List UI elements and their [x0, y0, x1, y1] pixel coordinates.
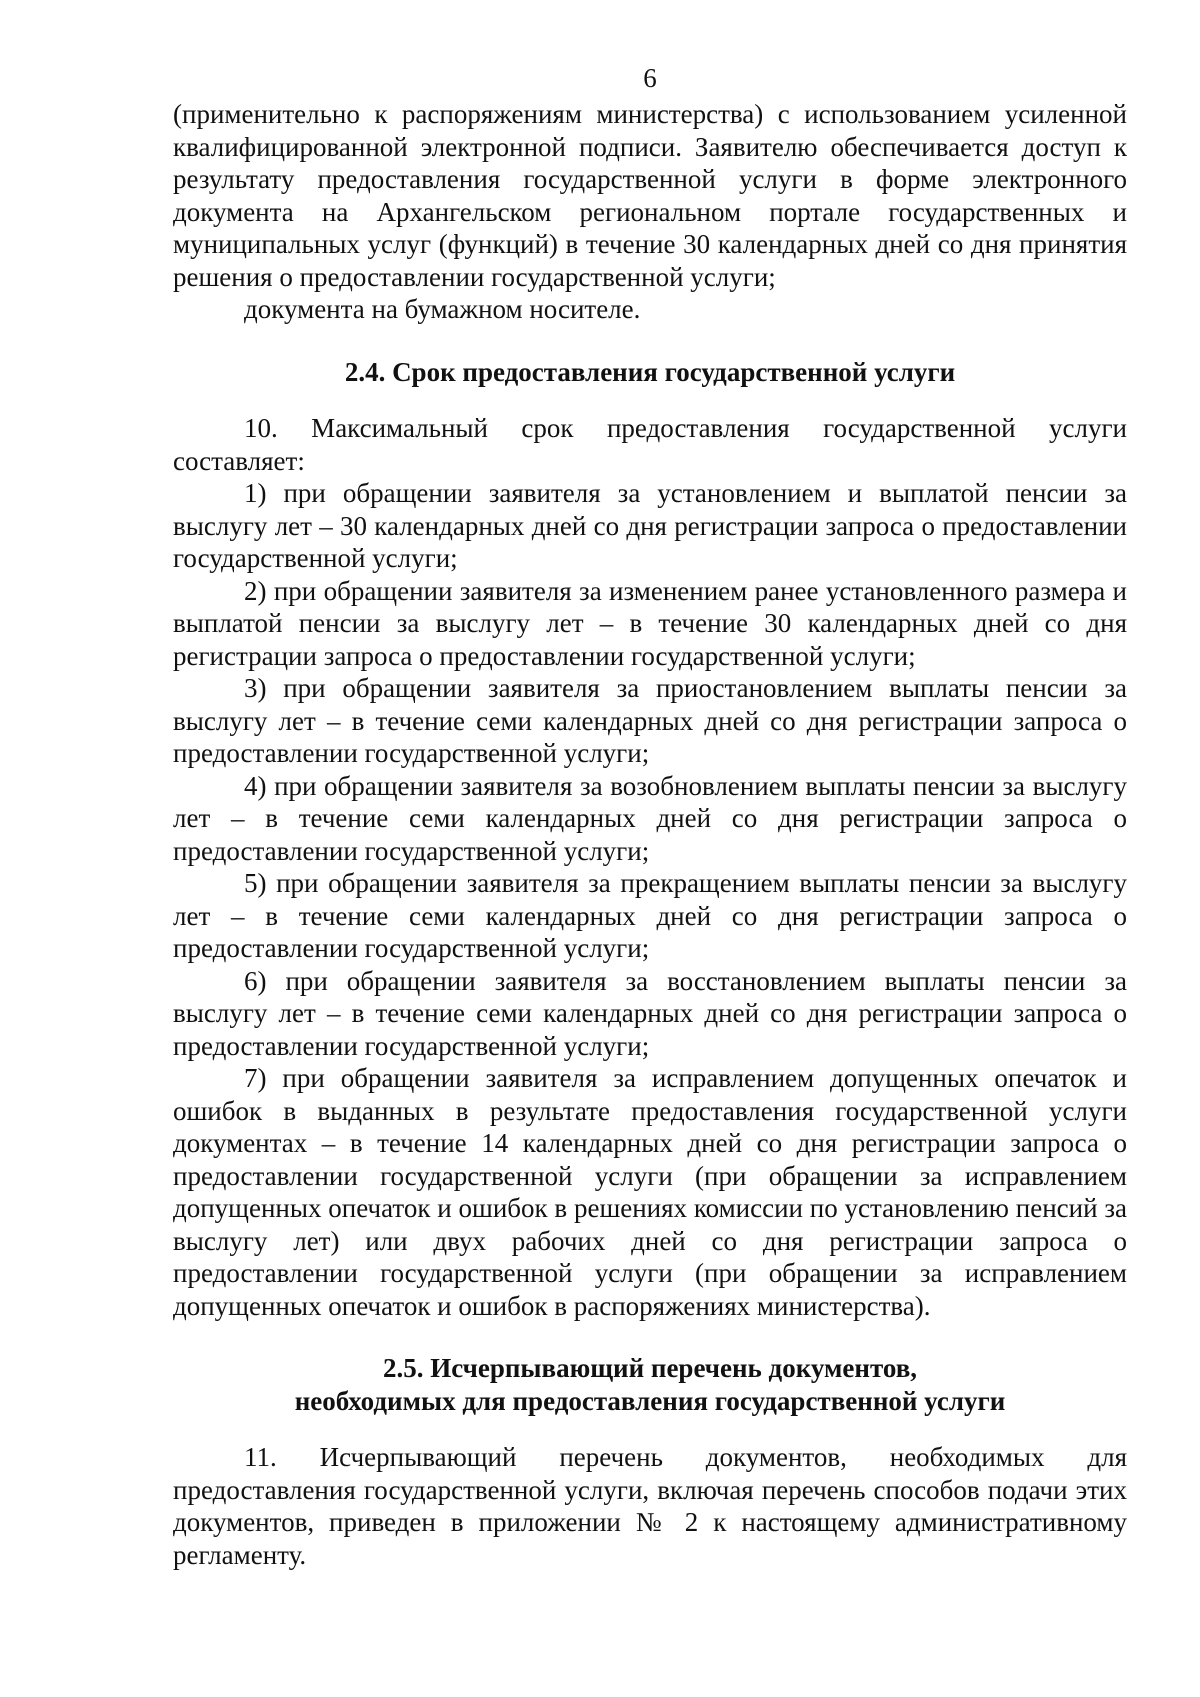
section-2-5-heading-line-1: 2.5. Исчерпывающий перечень документов,	[382, 1353, 918, 1383]
list-item: 2) при обращении заявителя за изменением ранее установленного размера и выплатой пенсии за выслугу лет – в течение 30 календарных дней со дня регистрации запроса о предоставлении государственной услуги;	[173, 575, 1127, 671]
list-item: 7) при обращении заявителя за исправлением допущенных опечаток и ошибок в выданных в результате предоставления государственной услуги документах – в течение 14 календарных дней со дня регистрации запроса о предоставлении государственной услуги (при обращении за исправлением допущенных опечаток и ошибок в решениях комиссии по установлению пенсий за выслугу лет) или двух рабочих дней со дня регистрации запроса о предоставлении государственной услуги (при обращении за исправлением допущенных опечаток и ошибок в распоряжениях министерства).	[173, 1063, 1127, 1321]
intro-continuation-paragraph: (применительно к распоряжениям министерства) с использованием усиленной квалифицированной электронной подписи. Заявителю обеспечивается доступ к результату предоставления государственной услуги в форме электронного документа на Архангельском региональном портале государственных и муниципальных услуг (функций) в течение 30 календарных дней со дня принятия решения о предоставлении государственной услуги;	[173, 99, 1127, 292]
list-item: 4) при обращении заявителя за возобновлением выплаты пенсии за выслугу лет – в течение семи календарных дней со дня регистрации запроса о предоставлении государственной услуги;	[173, 770, 1127, 866]
list-item: 5) при обращении заявителя за прекращением выплаты пенсии за выслугу лет – в течение семи календарных дней со дня регистрации запроса о предоставлении государственной услуги;	[173, 868, 1127, 963]
page-number: 6	[643, 63, 657, 93]
list-item: 6) при обращении заявителя за восстановлением выплаты пенсии за выслугу лет – в течение семи календарных дней со дня регистрации запроса о предоставлении государственной услуги;	[173, 965, 1127, 1061]
list-item: 3) при обращении заявителя за приостановлением выплаты пенсии за выслугу лет – в течение семи календарных дней со дня регистрации запроса о предоставлении государственной услуги;	[173, 673, 1127, 768]
paragraph-11: 11. Исчерпывающий перечень документов, необходимых для предоставления государственной услуги, включая перечень способов подачи этих документов, приведен в приложении № 2 к настоящему административному регламенту.	[173, 1442, 1127, 1570]
intro-paper-paragraph: документа на бумажном носителе.	[244, 294, 641, 324]
section-2-5-heading-line-2: необходимых для предоставления государственной услуги	[294, 1385, 1006, 1416]
paragraph-10: 10. Максимальный срок предоставления государственной услуги составляет:	[173, 413, 1127, 476]
document-page	[173, 62, 1127, 1571]
section-2-4-heading: 2.4. Срок предоставления государственной услуги	[344, 356, 956, 387]
list-item: 1) при обращении заявителя за установлением и выплатой пенсии за выслугу лет – 30 календарных дней со дня регистрации запроса о предоставлении государственной услуги;	[173, 478, 1127, 573]
